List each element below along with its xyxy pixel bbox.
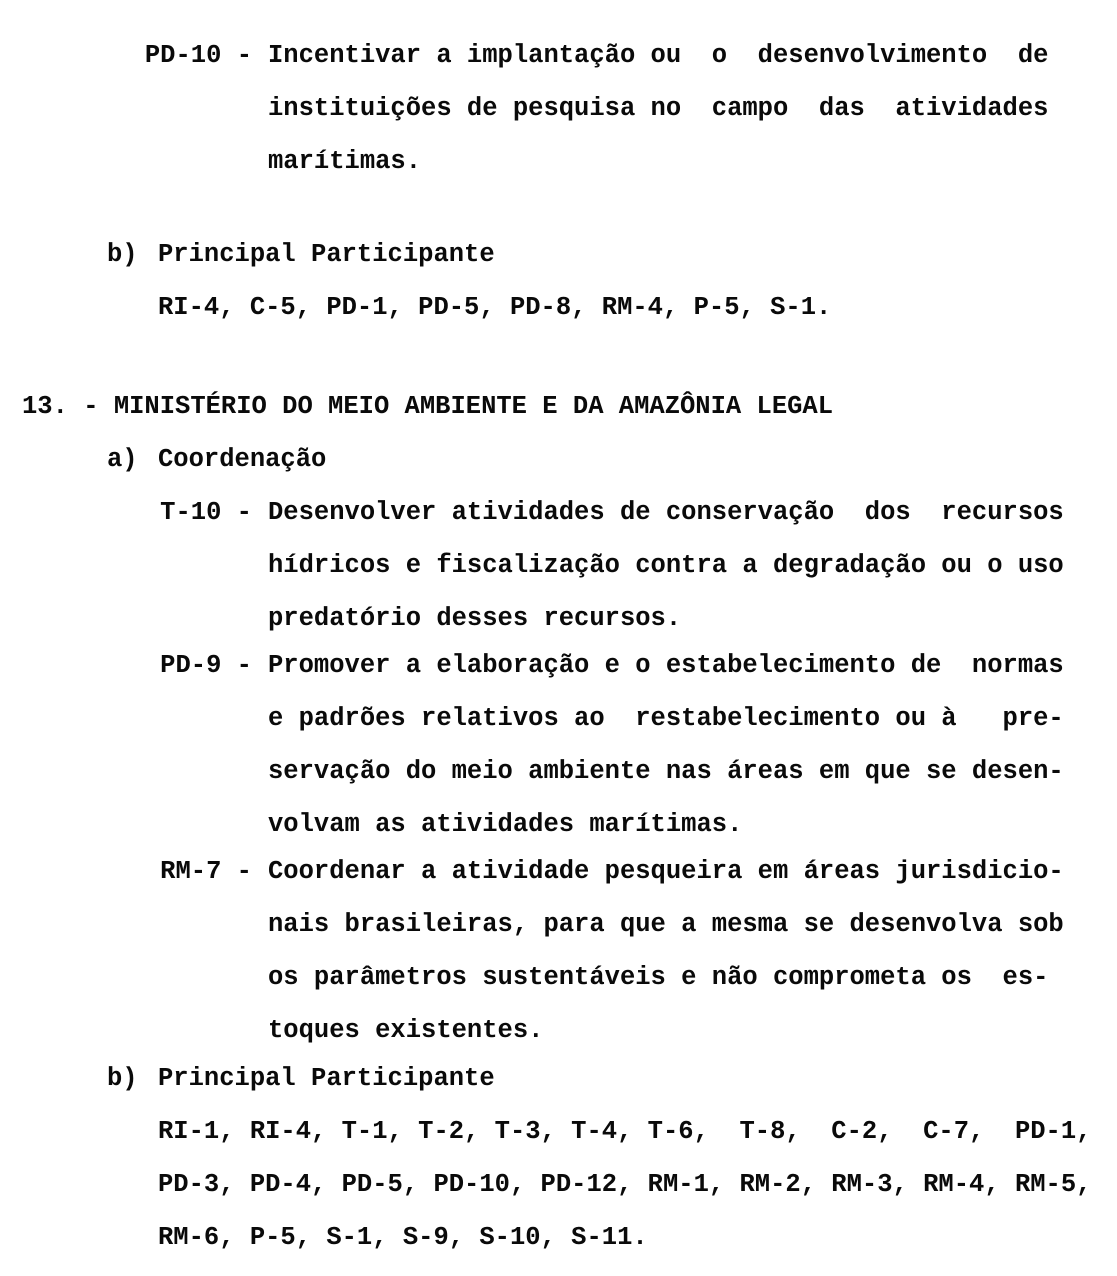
- text-line: marítimas.: [268, 147, 422, 176]
- participants-2-title: Principal Participante: [158, 1064, 495, 1093]
- participants-2-codes: [107, 1105, 1117, 1264]
- text-line: volvam as atividades marítimas.: [268, 810, 743, 839]
- codes-line: RM-6, P-5, S-1, S-9, S-10, S-11.: [158, 1223, 648, 1252]
- text-line: Desenvolver atividades de conservação dos recursos: [268, 498, 1064, 527]
- entry-pd9: [0, 639, 1117, 851]
- participants-1-heading: [107, 228, 1117, 281]
- list-marker-b: b): [107, 240, 138, 269]
- entry-pd10-text: [268, 29, 1117, 188]
- codes-line: RI-1, RI-4, T-1, T-2, T-3, T-4, T-6, T-8, C-2, C-7, PD-1,: [158, 1117, 1092, 1146]
- text-line: servação do meio ambiente nas áreas em que se desen-: [268, 757, 1064, 786]
- text-line: nais brasileiras, para que a mesma se desenvolva sob: [268, 910, 1064, 939]
- coordination-title: Coordenação: [158, 445, 327, 474]
- entry-pd10: [0, 29, 1117, 188]
- participants-2-heading: [107, 1052, 1117, 1105]
- entry-rm7-text: [268, 845, 1117, 1057]
- codes-line: PD-3, PD-4, PD-5, PD-10, PD-12, RM-1, RM-2, RM-3, RM-4, RM-5,: [158, 1170, 1092, 1199]
- text-line: instituições de pesquisa no campo das atividades: [268, 94, 1049, 123]
- text-line: os parâmetros sustentáveis e não comprometa os es-: [268, 963, 1049, 992]
- text-line: Incentivar a implantação ou o desenvolvimento de: [268, 41, 1049, 70]
- entry-t10-text: [268, 486, 1117, 645]
- entry-t10-code: T-10 -: [160, 498, 252, 527]
- entry-rm7-code: RM-7 -: [160, 857, 252, 886]
- entry-rm7: [0, 845, 1117, 1057]
- participants-1-title: Principal Participante: [158, 240, 495, 269]
- coordination-section: [0, 433, 1117, 486]
- coordination-heading: [107, 433, 1117, 486]
- text-line: Promover a elaboração e o estabelecimento de normas: [268, 651, 1064, 680]
- participants-section-2: [0, 1052, 1117, 1264]
- text-line: predatório desses recursos.: [268, 604, 682, 633]
- entry-pd9-text: [268, 639, 1117, 851]
- list-marker-a: a): [107, 445, 138, 474]
- text-line: hídricos e fiscalização contra a degradação ou o uso: [268, 551, 1064, 580]
- entry-t10: [0, 486, 1117, 645]
- text-line: toques existentes.: [268, 1016, 544, 1045]
- ministry-heading: [0, 380, 1117, 433]
- text-line: e padrões relativos ao restabelecimento ou à pre-: [268, 704, 1064, 733]
- ministry-heading-text: 13. - MINISTÉRIO DO MEIO AMBIENTE E DA AMAZÔNIA LEGAL: [22, 392, 834, 421]
- codes-line: RI-4, C-5, PD-1, PD-5, PD-8, RM-4, P-5, S-1.: [158, 293, 832, 322]
- participants-section-1: [0, 228, 1117, 334]
- text-line: Coordenar a atividade pesqueira em áreas jurisdicio-: [268, 857, 1064, 886]
- list-marker-b: b): [107, 1064, 138, 1093]
- entry-pd9-code: PD-9 -: [160, 651, 252, 680]
- participants-1-codes: [107, 281, 1117, 334]
- entry-pd10-code: PD-10 -: [144, 41, 252, 70]
